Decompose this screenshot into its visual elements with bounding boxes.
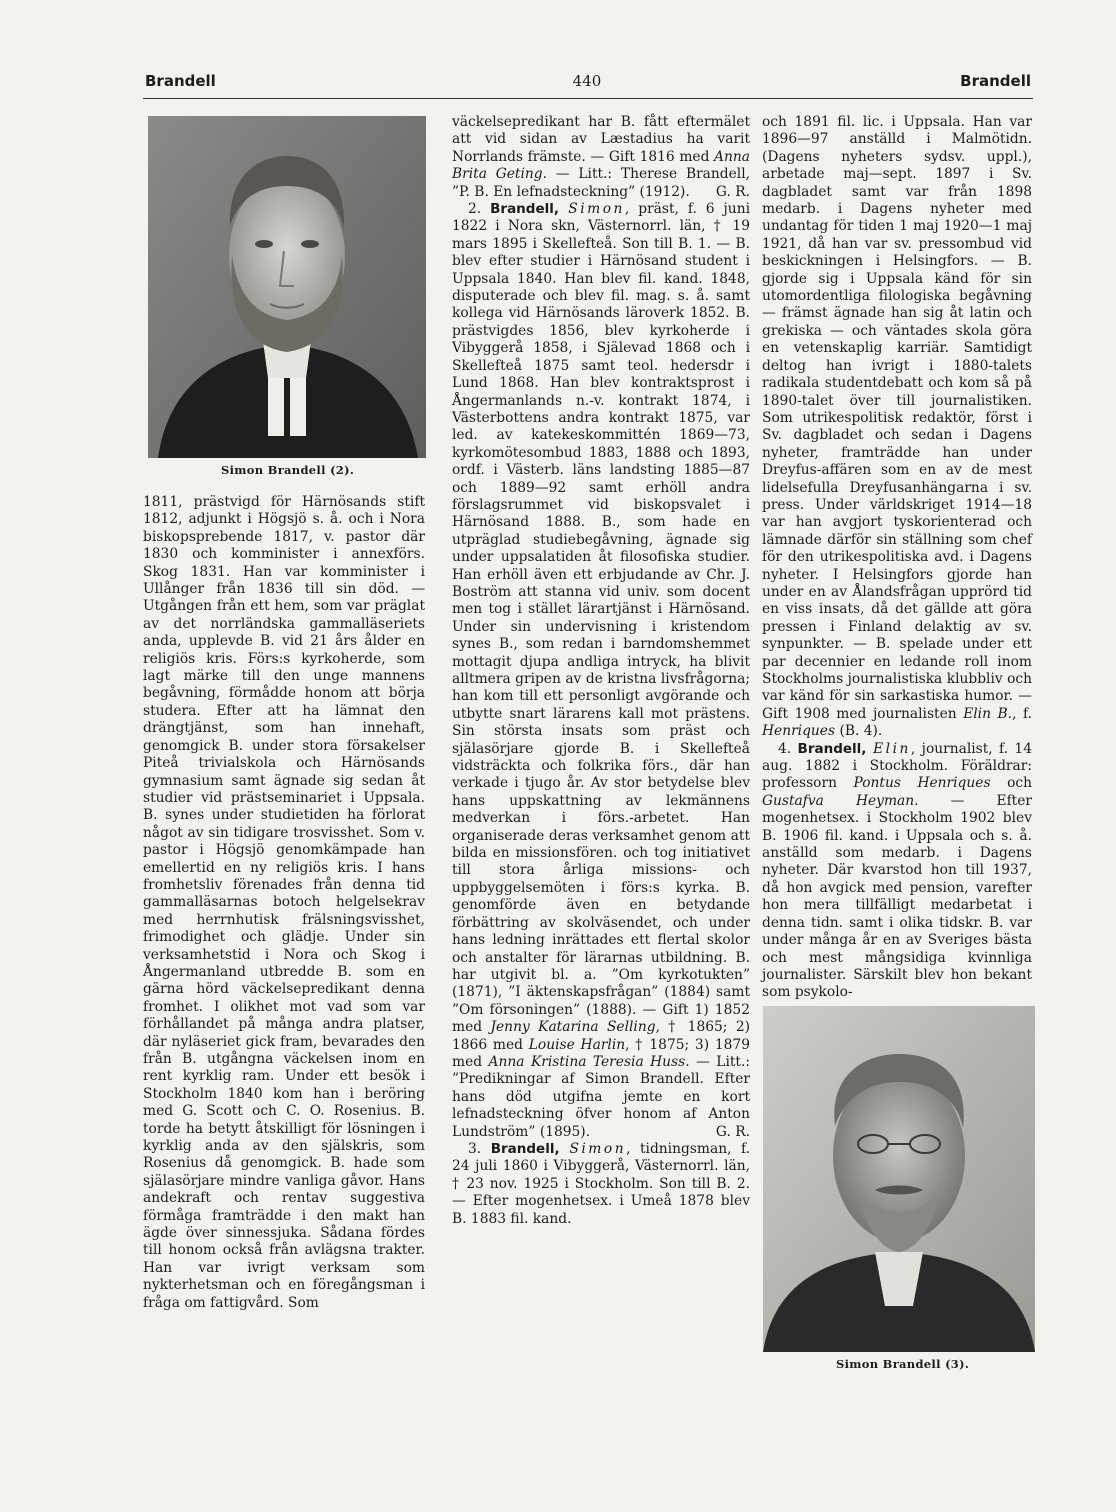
entry-2: 2. Brandell, Simon, präst, f. 6 juni 1822 i Nora skn, Västernorrl. län, † 19 mars 1895 i Skellefteå. Son till B. 1. — B. blev efter studier i Härnösand student i Uppsala 1840. Han blev fil. kand. 1848, disputerade och blev fil. mag. s. å. samt kollega vid Härnösands läroverk 1852. B. prästvigdes 1856, blev kyrkoherde i Vibyggerå 1858, i Själevad 1868 och i Skellefteå 1875 samt teol. hedersdr i Lund 1868. Han blev kontraktsprost i Ångermanlands n.-v. kontrakt 1874, i Västerbottens andra kontrakt 1875, var led. av katekeskommittén 1869—73, kyrkomötesombud 1883, 1888 och 1893, ordf. i Västerb. läns landsting 1885—87 och 1889—92 samt erhöll andra förslagsrummet vid biskopsvalet i Härnösand 1888. B., som hade en utpräglad studiebegåvning, ägnade sig under uppsalatiden åt filosofiska studier. Han erhöll även ett erbjudande av Chr. J. Boström att stanna vid univ. som docent men tog i stället lärartjänst i Härnösand. Under sin undervisning i kristendom synes B., som redan i barndomshemmet mottagit djupa andliga intryck, ha blivit alltmera gripen av de kristna livsfrågorna; han kom till ett personligt avgörande och utbytte snart lärarens kall mot prästens. Sin största insats som präst och själasörjare gjorde B. i Skellefteå vidsträckta och folkrika förs., där han verkade i tjugo år. Av stor betydelse blev hans uppskattning av lekmännens medverkan i förs.-arbetet. Han organiserade deras verksamhet genom att bilda en missionsfören. och tog initiativet till stora årliga missions- och uppbyggelsemöten i förs:s kyrka. B. genomförde även en betydande förbättring av skolväsendet, och under hans ledning inrättades ett flertal skolor och anstalter för lärarnas utbildning. B. har utgivit bl. a. ”Om kyrkotukten” (1871), ”I äktenskapsfrågan” (1884) samt ”Om försoningen” (1888). — Gift 1) 1852 med Jenny Katarina Selling, † 1865; 2) 1866 med Louise Harlin, † 1875; 3) 1879 med Anna Kristina Teresia Huss. — Litt.: ”Predikningar af Simon Brandell. Efter hans död utgifna jemte en kort lefnadsteckning öfver honom af Anton Lundström” (1895). G. R.	[452, 201, 751, 1140]
page-number: 440	[572, 72, 602, 90]
entry-3: 3. Brandell, Simon, tidningsman, f. 24 juli 1860 i Vibyggerå, Västernorrl. län, † 23 nov. 1925 i Stockholm. Son till B. 2. — Efter mogenhetsex. i Umeå 1878 blev B. 1883 fil. kand.	[452, 1140, 750, 1227]
author-signature: G. R.	[715, 1123, 750, 1140]
portrait-simon-brandell-2	[148, 116, 426, 458]
header-right-keyword: Brandell	[960, 72, 1031, 90]
entry-2-headword: Brandell,	[490, 201, 569, 218]
author-signature: G. R.	[715, 183, 750, 200]
column-2	[452, 114, 750, 1228]
caption-photo-1: Simon Brandell (2).	[221, 463, 355, 477]
running-head	[143, 72, 1031, 98]
col2-continuation: väckelsepredikant har B. fått eftermälet att vid sidan av Læstadius ha varit Norrlands främste. — Gift 1816 med Anna Brita Geting. — Litt.: Therese Brandell, ”P. B. En lefnadsteckning” (1912). G. R.	[452, 114, 751, 200]
header-rule	[143, 98, 1033, 99]
portrait-simon-brandell-3	[763, 1006, 1035, 1352]
entry-3-headword: Brandell,	[490, 1140, 570, 1157]
col3-continuation: och 1891 fil. lic. i Uppsala. Han var 1896—97 anställd i Malmötidn. (Dagens nyheters sydsv. uppl.), arbetade maj—sept. 1897 i Sv. dagbladet samt var från 1898 medarb. i Dagens nyheter med undantag för tiden 1 maj 1920—1 maj 1921, då han var sv. pressombud vid beskickningen i Helsingfors. — B. gjorde sig i Uppsala känd för sin utomordentliga filologiska begåvning — främst ägnade han sig åt latin och grekiska — och väntades skola göra en vetenskaplig karriär. Samtidigt deltog han ivrigt i 1880-talets radikala studentdebatt och kom så på 1890-talet över till journalistiken. Som utrikespolitisk redaktör, först i Sv. dagbladet och sedan i Dagens nyheter, framträdde han under Dreyfus-affären som en av de mest lidelsefulla Dreyfusanhängarna i sv. press. Under världskriget 1914—18 var han avgjort tyskorienterad och lämnade därför sin ställning som chef för den utrikespolitiska avd. i Dagens nyheter. I Helsingfors gjorde han under en av Ålandsfrågan upprörd tid en viss insats, då det gällde att göra pressen i Finland delaktig av sv. synpunkter. — B. spelade under ett par decennier en ledande roll inom Stockholms journalistiska klubbliv och var känd för sin sarkastiska humor. — Gift 1908 med journalisten Elin B., f. Henriques (B. 4).	[762, 114, 1033, 740]
spouse-name: Anna Brita Geting	[452, 148, 750, 183]
entry-4: 4. Brandell, Elin, journalist, f. 14 aug. 1882 i Stockholm. Föräldrar: professorn Pontus Henriques och Gustafva Heyman. — Efter mogenhetsex. i Stockholm 1902 blev B. 1906 fil. kand. i Uppsala och s. å. anställd som medarb. i Dagens nyheter. Där kvarstod hon till 1937, då hon avgick med pension, varefter hon mera tillfälligt medarbetat i denna tidn. samt i olika tidskr. B. var under många år en av Sveriges bästa och mest mångsidiga kvinnliga journalister. Särskilt blev hon bekant som psykolo-	[762, 740, 1032, 1001]
column-1	[143, 494, 425, 1312]
col1-paragraph: 1811, prästvigd för Härnösands stift 1812, adjunkt i Högsjö s. å. och i Nora biskopsprebende 1817, v. pastor där 1830 och komminister i annexförs. Skog 1831. Han var komminister i Ullånger från 1836 till sin död. — Utgången från ett hem, som var präglat av det norrländska gammalläseriets anda, upplevde B. vid 21 års ålder en religiös kris. Förs:s kyrkoherde, som lagt märke till den unge mannens begåvning, förmådde honom att börja studera. Efter att ha lämnat den drängtjänst, som han innehaft, genomgick B. under stora försakelser Piteå trivialskola och Härnösands gymnasium samt ägnade sig sedan åt studier vid prästseminariet i Uppsala. B. synes under studietiden ha förlorat något av sin tidigare trosvisshet. Som v. pastor i Högsjö genomkämpade han emellertid en ny religiös kris. I hans fromhetsliv förenades från denna tid gammalläsarnas botoch helgelsekrav med herrnhutisk frälsningsvisshet, frimodighet och glädje. Under sin verksamhetstid i Nora och Skog i Ångermanland utbredde B. som en gärna hörd väckelsepredikant denna fromhet. I olikhet mot vad som var förhållandet på många andra platser, där nyläseriet gick fram, bevarades den från B. utgångna väckelsen inom en rent kyrklig ram. Under ett besök i Stockholm 1840 kom han i beröring med G. Scott och C. O. Rosenius. B. torde ha betytt åtskilligt för lösningen i kyrklig anda av den själskris, som Rosenius då genomgick. B. hade som själasörjare mindre vanliga gåvor. Hans andekraft och rentav suggestiva förmåga framträdde i den makt han ägde över sinnessjuka. Sådana fördes till honom också från avlägsna trakter. Han var ivrigt verksam som nykterhetsman och en föregångsman i fråga om fattigvård. Som	[143, 494, 425, 1311]
header-left-keyword: Brandell	[145, 72, 216, 90]
entry-4-headword: Brandell,	[797, 740, 874, 757]
column-3	[762, 114, 1032, 1002]
caption-photo-2: Simon Brandell (3).	[836, 1357, 970, 1371]
